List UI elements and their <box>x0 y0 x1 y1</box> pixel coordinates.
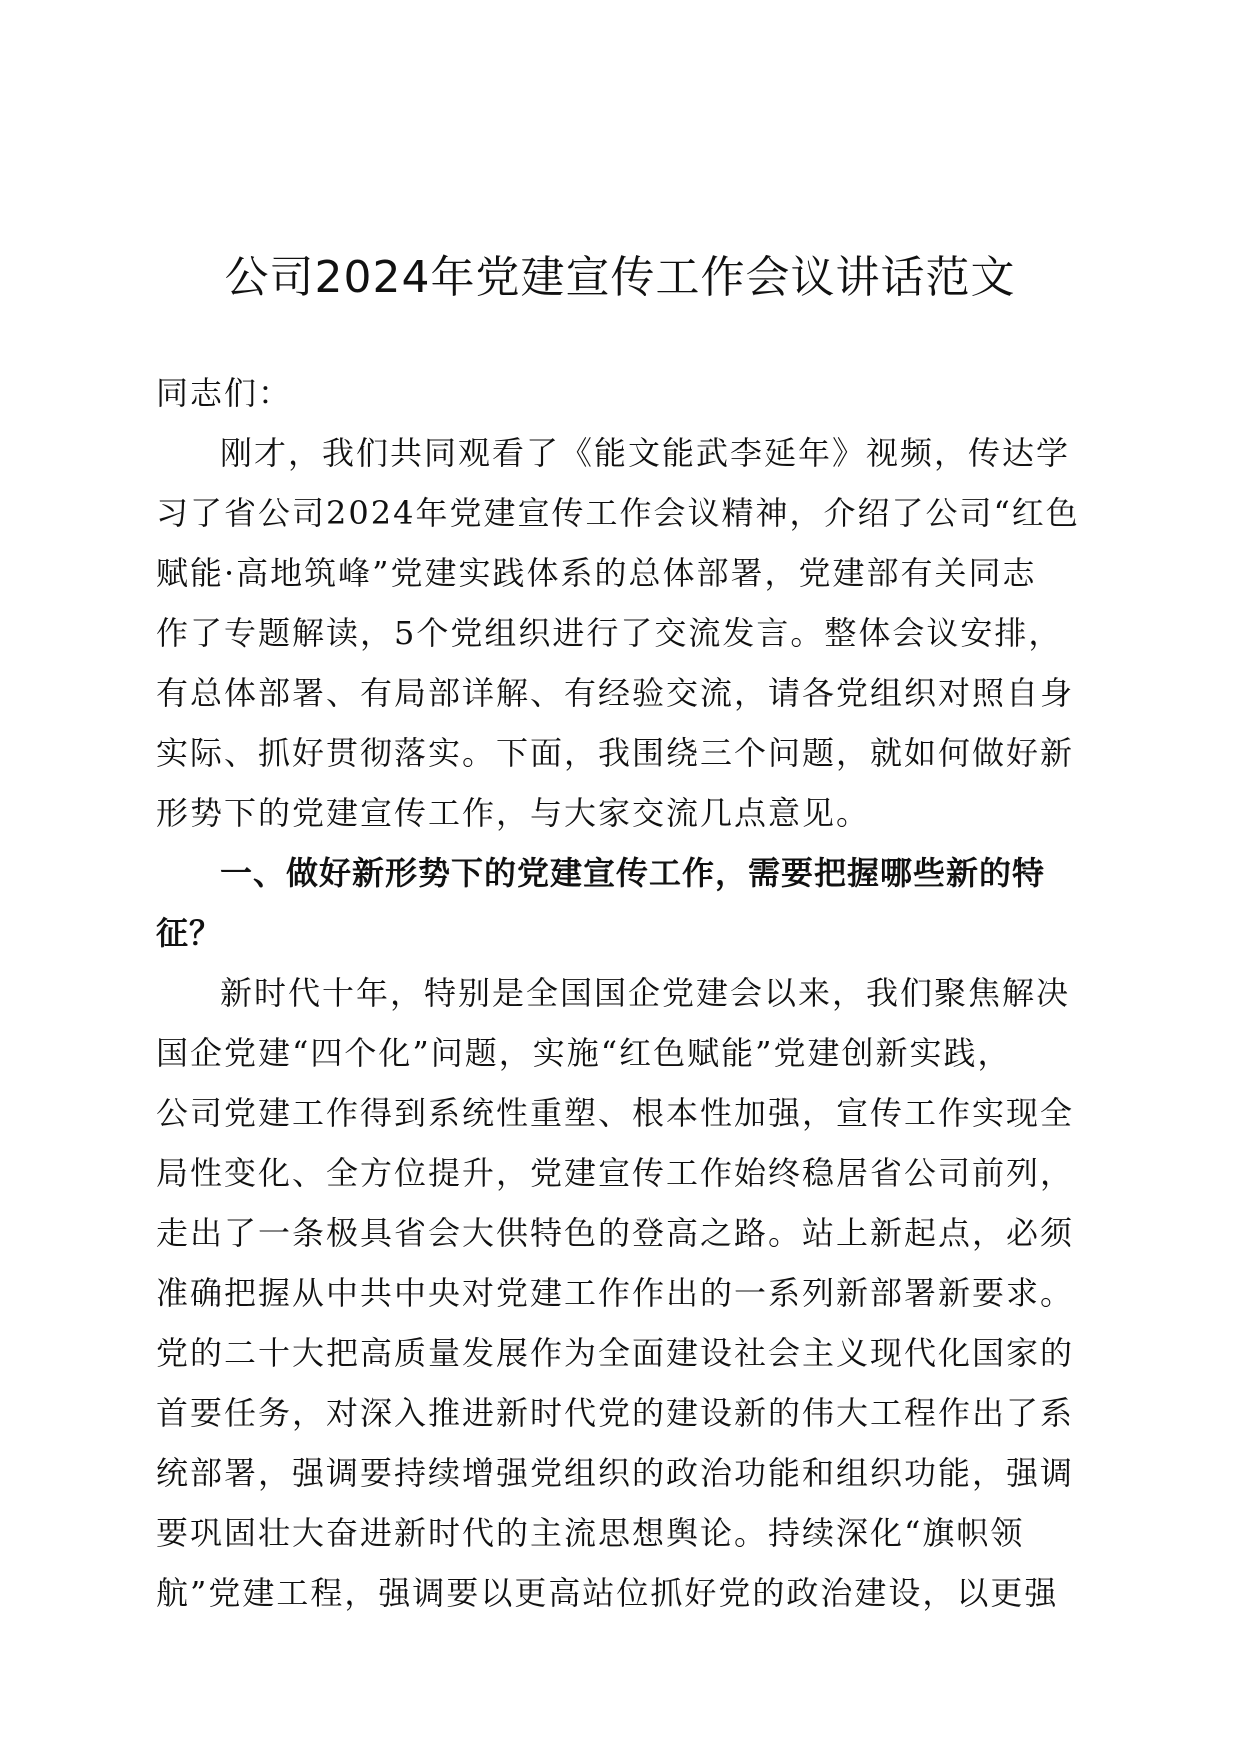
paragraph-line: 国企党建“四个化”问题，实施“红色赋能”党建创新实践， <box>156 1034 1012 1072</box>
paragraph-line: 形势下的党建宣传工作，与大家交流几点意见。 <box>156 794 871 832</box>
paragraph-line: 首要任务，对深入推进新时代党的建设新的伟大工程作出了系 <box>156 1394 1075 1432</box>
paragraph-line: 走出了一条极具省会大供特色的登高之路。站上新起点，必须 <box>156 1214 1075 1252</box>
paragraph-line: 统部署，强调要持续增强党组织的政治功能和组织功能，强调 <box>156 1454 1075 1492</box>
paragraph-line: 新时代十年，特别是全国国企党建会以来，我们聚焦解决 <box>220 974 1071 1012</box>
paragraph-line: 党的二十大把高质量发展作为全面建设社会主义现代化国家的 <box>156 1334 1075 1372</box>
paragraph-line: 准确把握从中共中央对党建工作作出的一系列新部署新要求。 <box>156 1274 1075 1312</box>
paragraph-line: 航”党建工程，强调要以更高站位抓好党的政治建设，以更强 <box>156 1574 1059 1612</box>
paragraph-line: 实际、抓好贯彻落实。下面，我围绕三个问题，就如何做好新 <box>156 734 1075 772</box>
document-title: 公司2024年党建宣传工作会议讲话范文 <box>224 252 1016 303</box>
paragraph-line: 公司党建工作得到系统性重塑、根本性加强，宣传工作实现全 <box>156 1094 1075 1132</box>
paragraph-line: 赋能·高地筑峰”党建实践体系的总体部署，党建部有关同志 <box>156 554 1037 592</box>
paragraph-line: 作了专题解读，5个党组织进行了交流发言。整体会议安排， <box>156 614 1063 652</box>
section-heading: 一、做好新形势下的党建宣传工作，需要把握哪些新的特 <box>220 854 1046 892</box>
section-heading: 征？ <box>156 914 223 952</box>
salutation: 同志们： <box>156 374 293 412</box>
paragraph-line: 习了省公司2024年党建宣传工作会议精神，介绍了公司“红色 <box>156 494 1080 532</box>
paragraph-line: 刚才，我们共同观看了《能文能武李延年》视频，传达学 <box>220 434 1071 472</box>
paragraph-line: 局性变化、全方位提升，党建宣传工作始终稳居省公司前列， <box>156 1154 1075 1192</box>
paragraph-line: 有总体部署、有局部详解、有经验交流，请各党组织对照自身 <box>156 674 1075 712</box>
paragraph-line: 要巩固壮大奋进新时代的主流思想舆论。持续深化“旗帜领 <box>156 1514 1025 1552</box>
